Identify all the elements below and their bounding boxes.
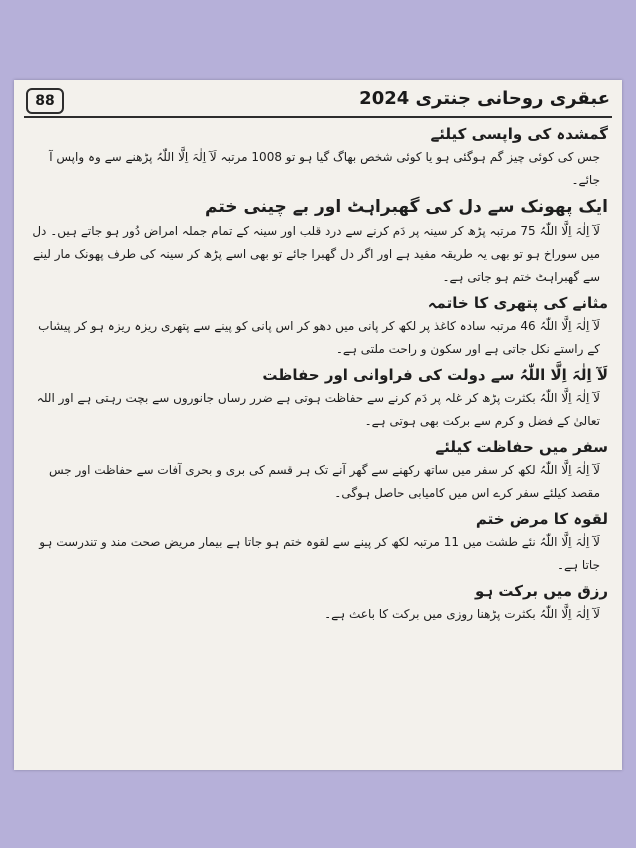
page-content: [28, 122, 608, 628]
page-number: 88: [26, 88, 64, 114]
section-travel-protection: [28, 435, 608, 505]
section-heading: لقوہ کا مرض ختم: [475, 510, 608, 528]
section-wealth-protection: [28, 363, 608, 433]
section-body: جس کی کوئی چیز گم ہوگئی ہو یا کوئی شخص بھاگ گیا ہو تو 1008 مرتبہ لَآ اِلٰہَ اِلَّا اللّٰہُ پڑھنے سے وہ واپس آ جائے۔: [49, 150, 600, 187]
section-body: لَآ اِلٰہَ اِلَّا اللّٰہُ 46 مرتبہ سادہ کاغذ پر لکھ کر پانی میں دھو کر اس پانی کو پینے سے پتھری ریزہ ریزہ ہو کر پیشاب کے راستے نکل جاتی ہے اور سکون و راحت ملتی ہے۔: [38, 319, 600, 356]
section-body: لَآ اِلٰہَ اِلَّا اللّٰہُ لکھ کر سفر میں ساتھ رکھنے سے گھر آنے تک ہر قسم کی بری و بحری آفات سے حفاظت اور جس مقصد کیلئے سفر کرے اس میں کامیابی حاصل ہوگی۔: [48, 463, 600, 500]
section-body: لَآ اِلٰہَ اِلَّا اللّٰہُ 75 مرتبہ پڑھ کر سینہ پر دَم کرنے سے درد قلب اور سینہ کے تمام جملہ امراض دُور ہو جاتے ہیں۔ دل میں سوراخ ہو تو بھی یہ طریقہ مفید ہے اور اگر دل گھبرا جائے تو بھی اسے پڑھ کر سینہ کی طرف پھونک مار لینے سے گھبراہٹ ختم ہو جاتی ہے۔: [32, 224, 600, 284]
section-body: لَآ اِلٰہَ اِلَّا اللّٰہُ بکثرت پڑھنا روزی میں برکت کا باعث ہے۔: [324, 607, 600, 621]
section-bladder-stone: [28, 291, 608, 361]
page-header: [24, 86, 612, 118]
section-paralysis-cure: [28, 507, 608, 577]
section-heading: لَآ اِلٰہَ اِلَّا اللّٰہُ سے دولت کی فراوانی اور حفاظت: [262, 366, 608, 384]
section-heading: سفر میں حفاظت کیلئے: [435, 438, 608, 456]
section-lost-return: [28, 122, 608, 192]
section-heading: رزق میں برکت ہو: [474, 582, 608, 600]
section-body: لَآ اِلٰہَ اِلَّا اللّٰہُ نئے طشت میں 11 مرتبہ لکھ کر پینے سے لقوہ ختم ہو جاتا ہے بیمار مریض صحت مند و تندرست ہو جاتا ہے۔: [39, 535, 600, 572]
section-heading: مثانے کی پتھری کا خاتمہ: [427, 294, 608, 312]
section-heart-anxiety: [28, 194, 608, 289]
section-body: لَآ اِلٰہَ اِلَّا اللّٰہُ بکثرت پڑھ کر غلہ پر دَم کرنے سے حفاظت ہوتی ہے ضرر رساں جانوروں سے بچت رہتی ہے اور اللہ تعالیٰ کے فضل و کرم سے برکت بھی ہوتی ہے۔: [36, 391, 600, 428]
section-heading: گمشدہ کی واپسی کیلئے: [430, 125, 608, 143]
book-page: [14, 80, 622, 770]
running-title: عبقری روحانی جنتری 2024: [359, 88, 610, 109]
section-sustenance-blessing: [28, 579, 608, 626]
section-heading: ایک پھونک سے دل کی گھبراہٹ اور بے چینی ختم: [205, 197, 608, 217]
